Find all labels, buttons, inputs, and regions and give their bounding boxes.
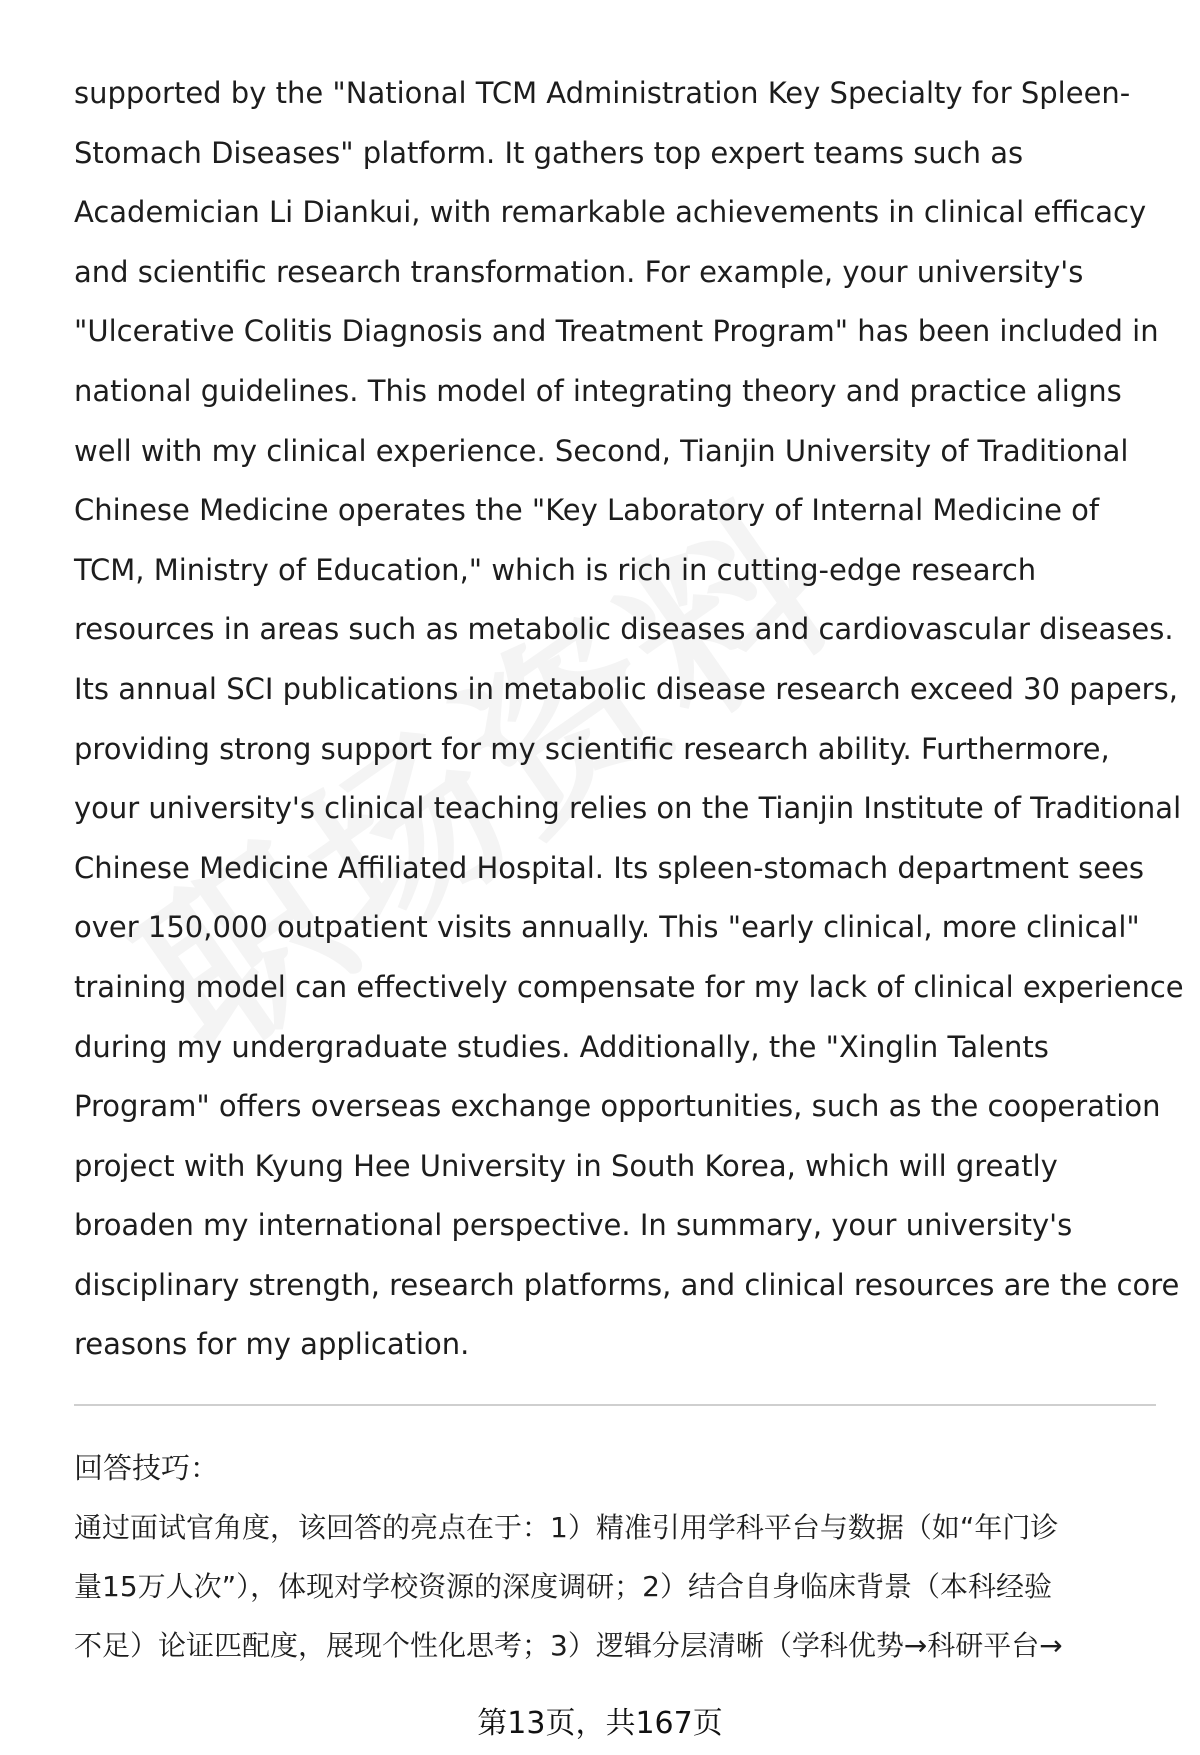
body-line: your university's clinical teaching relies on the Tianjin Institute of Traditional [74, 791, 1182, 826]
body-line: Academician Li Diankui, with remarkable achievements in clinical efficacy [74, 195, 1147, 230]
body-line: supported by the "National TCM Administration Key Specialty for Spleen- [74, 76, 1131, 110]
body-paragraph [74, 64, 1184, 1375]
body-line: during my undergraduate studies. Additionally, the "Xinglin Talents [74, 1029, 1049, 1064]
body-line: and scientific research transformation. For example, your university's [74, 254, 1084, 289]
body-line: project with Kyung Hee University in South Korea, which will greatly [74, 1148, 1058, 1183]
body-line: disciplinary strength, research platforms, and clinical resources are the core [74, 1267, 1180, 1302]
tips-line: 不足）论证匹配度，展现个性化思考；3）逻辑分层清晰（学科优势→科研平台→ [74, 1629, 1063, 1662]
body-line: broaden my international perspective. In summary, your university's [74, 1208, 1073, 1243]
tips-line: 量15万人次”），体现对学校资源的深度调研；2）结合自身临床背景（本科经验 [74, 1570, 1052, 1603]
body-line: TCM, Ministry of Education," which is rich in cutting-edge research [74, 552, 1037, 587]
body-line: Stomach Diseases" platform. It gathers top expert teams such as [74, 135, 1024, 170]
body-line: resources in areas such as metabolic diseases and cardiovascular diseases. [74, 612, 1174, 647]
tips-heading: 回答技巧： [74, 1451, 220, 1485]
body-line: Chinese Medicine Affiliated Hospital. Its spleen-stomach department sees [74, 850, 1145, 885]
body-line: reasons for my application. [74, 1327, 470, 1362]
tips-line: 通过面试官角度，该回答的亮点在于：1）精准引用学科平台与数据（如“年门诊 [74, 1511, 1059, 1544]
tips-paragraph [74, 1498, 1164, 1675]
body-line: "Ulcerative Colitis Diagnosis and Treatment Program" has been included in [74, 314, 1159, 349]
body-line: well with my clinical experience. Second, Tianjin University of Traditional [74, 433, 1129, 468]
body-line: training model can effectively compensate for my lack of clinical experience [74, 969, 1184, 1004]
body-line: over 150,000 outpatient visits annually. This "early clinical, more clinical" [74, 910, 1140, 945]
section-divider [74, 1404, 1156, 1406]
body-line: Its annual SCI publications in metabolic disease research exceed 30 papers, [74, 671, 1178, 706]
body-line: Chinese Medicine operates the "Key Laboratory of Internal Medicine of [74, 493, 1100, 528]
page-number: 第13页，共167页 [477, 1706, 723, 1741]
body-line: national guidelines. This model of integrating theory and practice aligns [74, 373, 1122, 408]
body-line: Program" offers overseas exchange opportunities, such as the cooperation [74, 1089, 1161, 1124]
body-line: providing strong support for my scientific research ability. Furthermore, [74, 731, 1110, 766]
